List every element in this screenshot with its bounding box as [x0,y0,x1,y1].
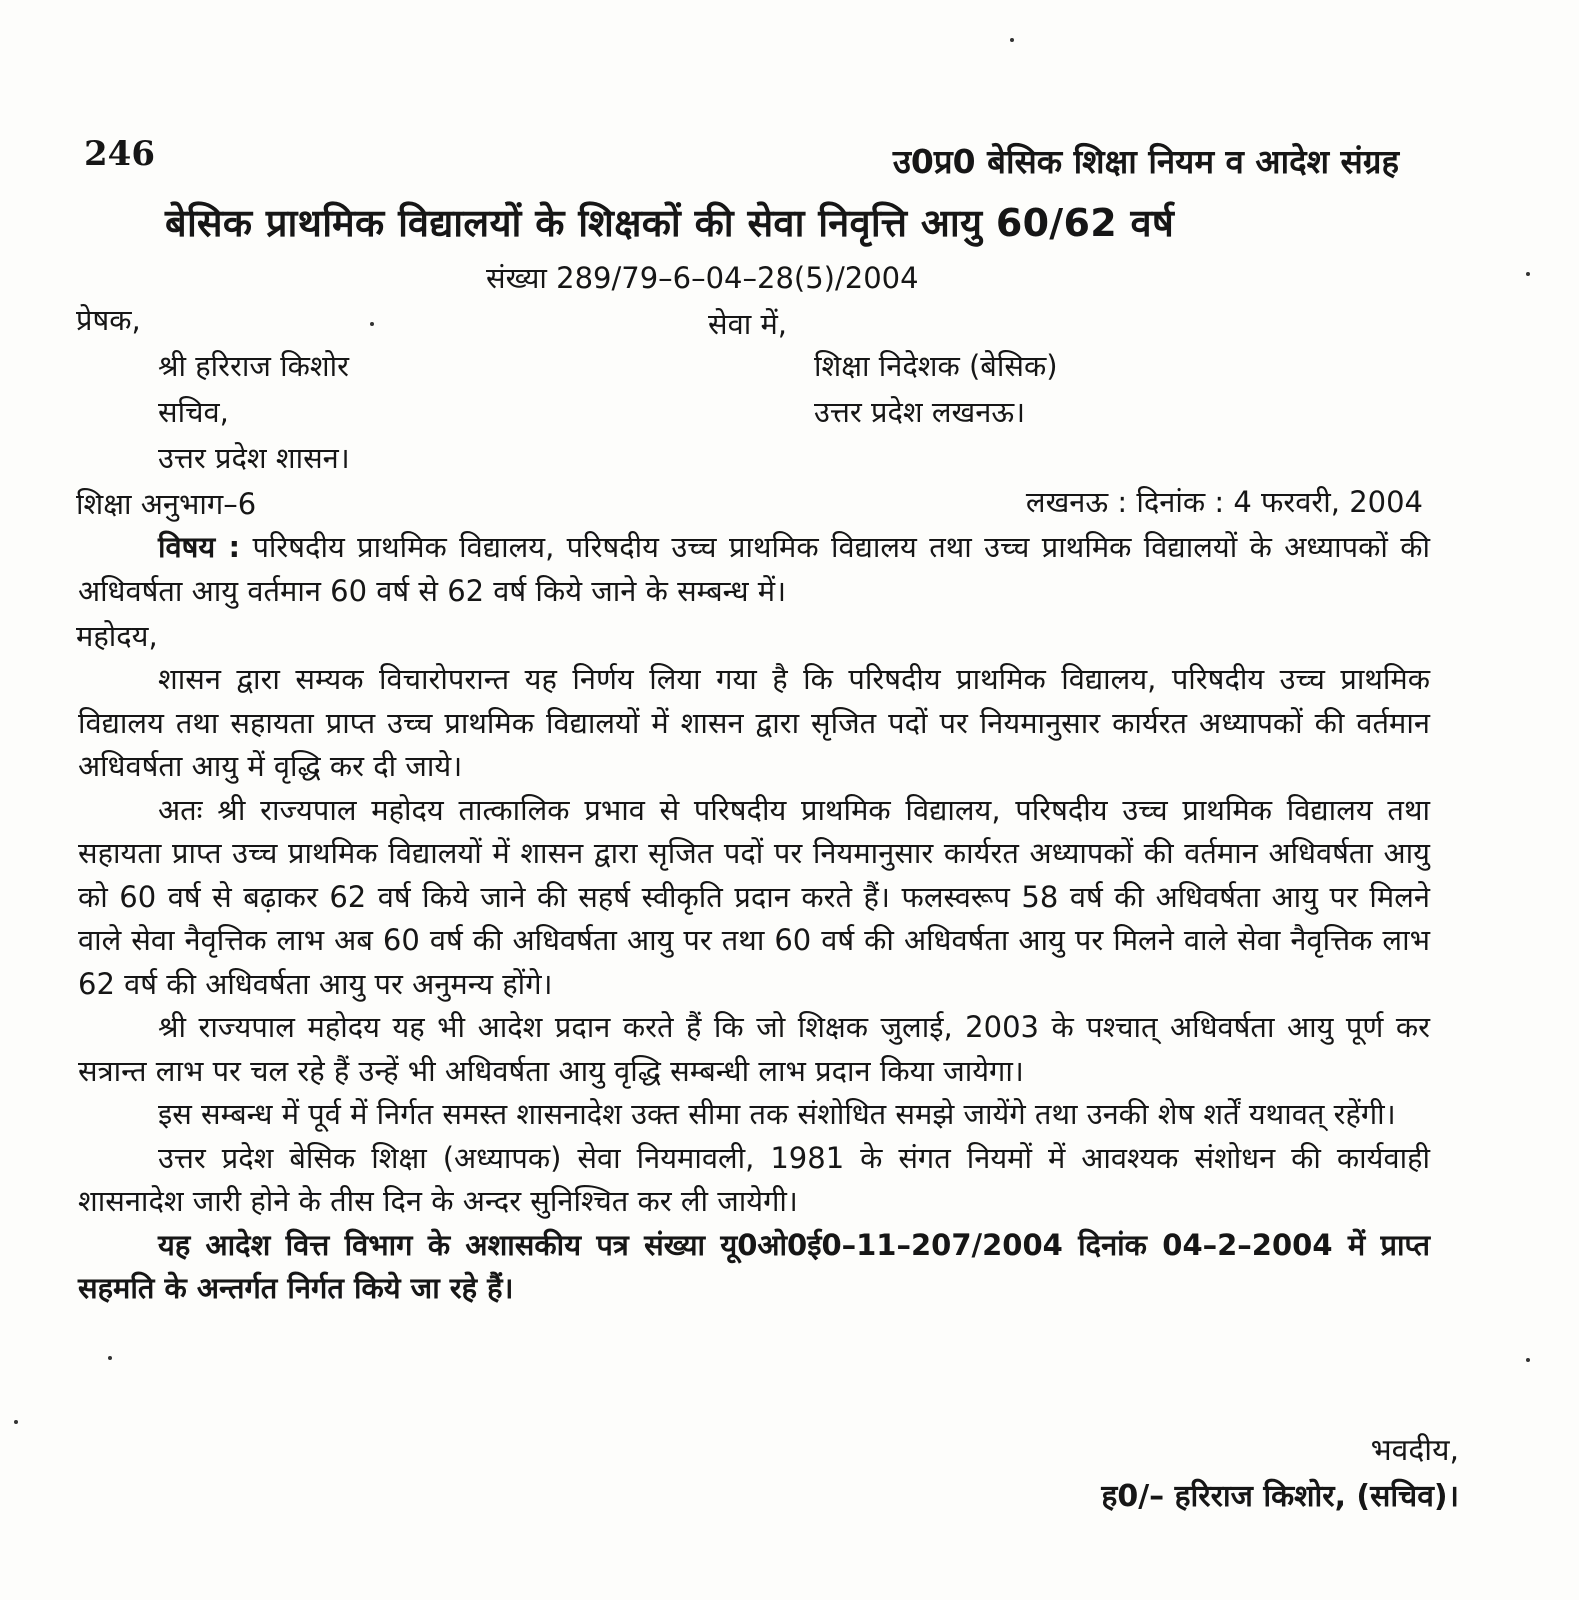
recipient-place: उत्तर प्रदेश लखनऊ। [814,395,1026,429]
letter-body [78,658,1430,1311]
scan-speck [1010,38,1014,42]
paragraph: उत्तर प्रदेश बेसिक शिक्षा (अध्यापक) सेवा नियमावली, 1981 के संगत नियमों में आवश्यक संशोधन की कार्यवाही शासनादेश जारी होने के तीस दिन के अन्दर सुनिश्चित कर ली जायेगी। [78,1140,1430,1218]
valediction: भवदीय, [1370,1433,1459,1468]
paragraph: इस सम्बन्ध में पूर्व में निर्गत समस्त शासनादेश उक्त सीमा तक संशोधित समझे जायेंगे तथा उनकी शेष शर्तें यथावत् रहेंगी। [158,1097,1396,1131]
recipient-designation: शिक्षा निदेशक (बेसिक) [814,349,1058,383]
sender-name: श्री हरिराज किशोर [158,349,350,383]
subject-block [78,526,1430,613]
sender-designation: सचिव, [158,395,229,429]
document-title: बेसिक प्राथमिक विद्यालयों के शिक्षकों की सेवा निवृत्ति आयु 60/62 वर्ष [165,201,1175,245]
subject [78,526,1430,613]
scan-speck [370,322,374,326]
sender-office: उत्तर प्रदेश शासन। [158,441,350,475]
signature: ह0/– हरिराज किशोर, (सचिव)। [1101,1479,1459,1514]
paragraph: अतः श्री राज्यपाल महोदय तात्कालिक प्रभाव से परिषदीय प्राथमिक विद्यालय, परिषदीय उच्च प्राथमिक विद्यालय तथा सहायता प्राप्त उच्च प्राथमिक विद्यालयों में शासन द्वारा सृजित पदों पर नियमानुसार कार्यरत अध्यापकों की वर्तमान अधिवर्षता आयु को 60 वर्ष से बढ़ाकर 62 वर्ष किये जाने की सहर्ष स्वीकृति प्रदान करते हैं। फलस्वरूप 58 वर्ष की अधिवर्षता आयु पर मिलने वाले सेवा नैवृत्तिक लाभ अब 60 वर्ष की अधिवर्षता आयु पर तथा 60 वर्ष की अधिवर्षता आयु पर मिलने वाले सेवा नैवृत्तिक लाभ 62 वर्ष की अधिवर्षता आयु पर अनुमन्य होंगे। [78,792,1430,1001]
reference-number: संख्या 289/79–6–04–28(5)/2004 [486,261,919,295]
recipient-label: सेवा में, [708,307,788,341]
paragraph: शासन द्वारा सम्यक विचारोपरान्त यह निर्णय लिया गया है कि परिषदीय प्राथमिक विद्यालय, परिषदीय उच्च प्राथमिक विद्यालय तथा सहायता प्राप्त उच्च प्राथमिक विद्यालयों में शासन द्वारा सृजित पदों पर नियमानुसार कार्यरत अध्यापकों की वर्तमान अधिवर्षता आयु में वृद्धि कर दी जाये। [78,662,1430,783]
sender-label: प्रेषक, [76,303,141,337]
paragraph: श्री राज्यपाल महोदय यह भी आदेश प्रदान करते हैं कि जो शिक्षक जुलाई, 2003 के पश्चात् अधिवर्षता आयु पूर्ण कर सत्रान्त लाभ पर चल रहे हैं उन्हें भी अधिवर्षता आयु वृद्धि सम्बन्धी लाभ प्रदान किया जायेगा। [78,1010,1430,1088]
paragraph: यह आदेश वित्त विभाग के अशासकीय पत्र संख्या यू0ओ0ई0–11–207/2004 दिनांक 04–2–2004 में प्राप्त सहमति के अन्तर्गत निर्गत किये जा रहे हैं। [78,1227,1430,1305]
department: शिक्षा अनुभाग–6 [76,487,257,521]
scan-speck [14,1420,18,1424]
scan-speck [108,1356,112,1360]
subject-text: परिषदीय प्राथमिक विद्यालय, परिषदीय उच्च प्राथमिक विद्यालय तथा उच्च प्राथमिक विद्यालयों के अध्यापकों की अधिवर्षता आयु वर्तमान 60 वर्ष से 62 वर्ष किये जाने के सम्बन्ध में। [78,530,1430,608]
salutation: महोदय, [76,619,158,653]
date-line: लखनऊ : दिनांक : 4 फरवरी, 2004 [1025,485,1423,519]
page-number: 246 [84,134,155,174]
scan-speck [1526,272,1530,276]
scan-speck [1526,1358,1530,1362]
book-title: उ0प्र0 बेसिक शिक्षा नियम व आदेश संग्रह [892,142,1399,181]
subject-label: विषय : [158,530,241,564]
